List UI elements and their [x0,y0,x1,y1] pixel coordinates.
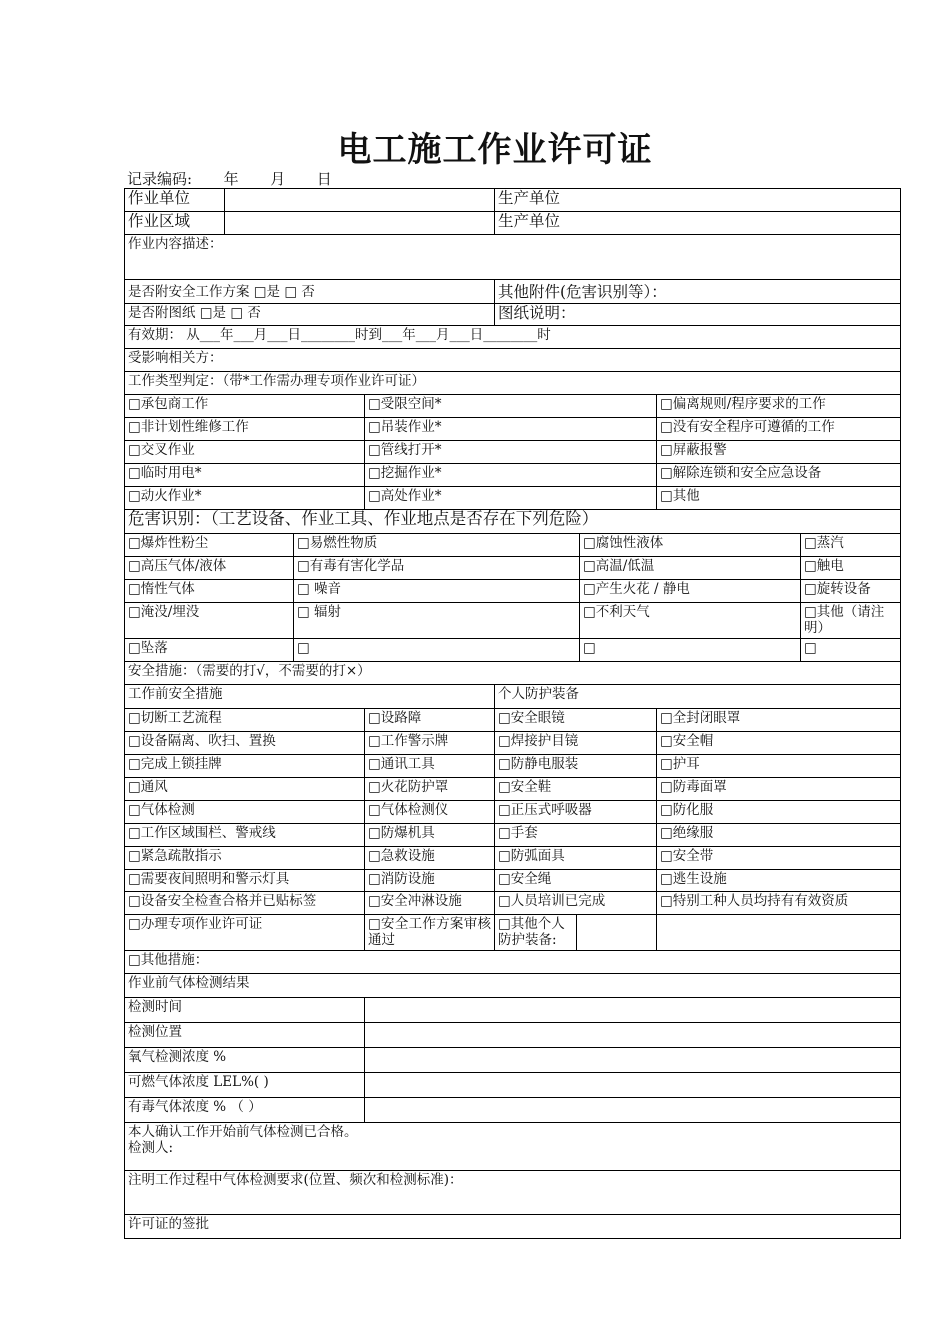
other-ppe-field[interactable] [577,915,657,951]
hazard-checkbox[interactable]: □ [294,638,580,661]
ppe-checkbox[interactable]: □手套 [495,824,657,847]
other-attachments-field[interactable]: 其他附件(危害识别等）： [495,279,901,303]
pre-work-measures-header: 工作前安全措施 [125,685,495,709]
measure-checkbox[interactable]: □工作区域围栏、警戒线 [125,824,365,847]
measure-checkbox[interactable]: □设备安全检查合格并已贴标签 [125,892,365,915]
work-type-checkbox[interactable]: □没有安全程序可遵循的工作 [657,418,901,441]
ppe-checkbox[interactable]: □防化服 [657,801,901,824]
hazard-table [124,510,901,662]
hazard-checkbox[interactable]: □ 辐射 [294,602,580,638]
hazard-checkbox[interactable]: □ 噪音 [294,579,580,602]
ppe-checkbox[interactable]: □安全带 [657,847,901,870]
ppe-checkbox[interactable]: □逃生设施 [657,870,901,892]
gas-row-label: 检测位置 [125,1022,365,1047]
permit-signature-field[interactable]: 许可证的签批 [125,1214,901,1238]
ppe-checkbox[interactable]: □特别工种人员均持有有效资质 [657,892,901,915]
gas-detection-title: 作业前气体检测结果 [125,974,901,997]
gas-detection-table [124,974,901,1239]
blank-cell [657,915,901,951]
hazard-checkbox[interactable]: □惰性气体 [125,579,294,602]
hazard-checkbox[interactable]: □产生火花 / 静电 [580,579,801,602]
ppe-checkbox[interactable]: □防毒面罩 [657,778,901,801]
work-type-checkbox[interactable]: □临时用电* [125,464,365,487]
work-type-table [124,395,901,511]
measure-checkbox[interactable]: □气体检测 [125,801,365,824]
work-type-checkbox[interactable]: □挖掘作业* [365,464,657,487]
work-content-field[interactable]: 作业内容描述： [125,235,901,279]
ppe-header: 个人防护装备 [495,685,901,709]
production-unit-label: 生产单位 [495,189,901,212]
measure-checkbox[interactable]: □火花防护罩 [365,778,495,801]
hazard-checkbox[interactable]: □ [580,638,801,661]
measure-checkbox[interactable]: □安全冲淋设施 [365,892,495,915]
gas-row-value-field[interactable] [365,1022,901,1047]
gas-inspector-label: 检测人: [128,1139,174,1156]
hazard-checkbox[interactable]: □高温/低温 [580,556,801,579]
measure-checkbox[interactable]: □紧急疏散指示 [125,847,365,870]
record-day: 日 [316,170,332,188]
hazard-checkbox[interactable]: □不利天气 [580,602,801,638]
hazard-checkbox[interactable]: □高压气体/液体 [125,556,294,579]
safety-measures-table [124,662,901,975]
gas-row-label: 氧气检测浓度 % [125,1047,365,1072]
hazard-checkbox[interactable]: □ [801,638,901,661]
production-unit-label-2: 生产单位 [495,212,901,235]
record-month: 月 [270,170,286,188]
measure-checkbox[interactable]: □设路障 [365,709,495,732]
other-ppe-checkbox[interactable]: □其他个人防护装备: [495,915,577,951]
ppe-checkbox[interactable]: □全封闭眼罩 [657,709,901,732]
hazard-checkbox[interactable]: □蒸汽 [801,533,901,556]
measure-checkbox[interactable]: □急救设施 [365,847,495,870]
measure-checkbox[interactable]: □切断工艺流程 [125,709,365,732]
work-type-checkbox[interactable]: □受限空间* [365,395,657,418]
gas-requirements-field[interactable]: 注明工作过程中气体检测要求(位置、频次和检测标准)： [125,1170,901,1214]
document-title: 电工施工作业许可证 [337,130,653,170]
gas-row-value-field[interactable] [365,1072,901,1097]
work-type-checkbox[interactable]: □高处作业* [365,487,657,510]
ppe-checkbox[interactable]: □防弧面具 [495,847,657,870]
measure-checkbox[interactable]: □气体检测仪 [365,801,495,824]
permit-form [124,188,900,1239]
safety-plan-approved-checkbox[interactable]: □安全工作方案审核通过 [365,915,495,951]
gas-confirmation-text: 本人确认工作开始前气体检测已合格。 [128,1123,358,1140]
gas-row-value-field[interactable] [365,997,901,1022]
hazard-checkbox[interactable]: □有毒有害化学品 [294,556,580,579]
validity-period-field[interactable]: 有效期： 从___年___月___日________时到___年___月___日________时 [125,325,901,348]
measure-checkbox[interactable]: □完成上锁挂牌 [125,755,365,778]
work-type-checkbox[interactable]: □解除连锁和安全应急设备 [657,464,901,487]
work-type-checkbox[interactable]: □其他 [657,487,901,510]
gas-row-value-field[interactable] [365,1097,901,1122]
hazard-title: 危害识别：（工艺设备、作业工具、作业地点是否存在下列危险） [125,510,901,533]
gas-confirmation-field[interactable] [125,1122,901,1170]
measure-checkbox[interactable]: □设备隔离、吹扫、置换 [125,732,365,755]
gas-row-label: 有毒气体浓度 % （ ） [125,1097,365,1122]
gas-row-value-field[interactable] [365,1047,901,1072]
ppe-checkbox[interactable]: □焊接护目镜 [495,732,657,755]
other-measures-field[interactable]: □其他措施： [125,951,901,974]
work-type-checkbox[interactable]: □管线打开* [365,441,657,464]
ppe-checkbox[interactable]: □安全绳 [495,870,657,892]
ppe-checkbox[interactable]: □正压式呼吸器 [495,801,657,824]
ppe-checkbox[interactable]: □人员培训已完成 [495,892,657,915]
ppe-checkbox[interactable]: □安全眼镜 [495,709,657,732]
work-type-checkbox[interactable]: □偏离规则/程序要求的工作 [657,395,901,418]
hazard-checkbox[interactable]: □旋转设备 [801,579,901,602]
hazard-checkbox[interactable]: □触电 [801,556,901,579]
measure-checkbox[interactable]: □通讯工具 [365,755,495,778]
work-type-title: 工作类型判定：（带*工作需办理专项作业许可证） [125,371,901,394]
affected-parties-field[interactable]: 受影响相关方： [125,348,901,371]
work-type-checkbox[interactable]: □承包商工作 [125,395,365,418]
hazard-checkbox[interactable]: □腐蚀性液体 [580,533,801,556]
measures-title: 安全措施：（需要的打√，不需要的打×） [125,662,901,685]
record-code-line [127,168,332,189]
ppe-checkbox[interactable]: □防静电服装 [495,755,657,778]
hazard-checkbox[interactable]: □爆炸性粉尘 [125,533,294,556]
hazard-checkbox[interactable]: □坠落 [125,638,294,661]
record-code-label: 记录编码: [127,170,193,188]
header-table [124,188,901,235]
work-type-checkbox[interactable]: □非计划性维修工作 [125,418,365,441]
work-type-checkbox[interactable]: □交叉作业 [125,441,365,464]
work-unit-field[interactable] [225,189,495,212]
record-year: 年 [223,170,239,188]
work-type-checkbox[interactable]: □屏蔽报警 [657,441,901,464]
work-type-checkbox[interactable]: □动火作业* [125,487,365,510]
measure-checkbox[interactable]: □防爆机具 [365,824,495,847]
work-type-checkbox[interactable]: □吊装作业* [365,418,657,441]
gas-row-label: 检测时间 [125,997,365,1022]
ppe-checkbox[interactable]: □护耳 [657,755,901,778]
ppe-checkbox[interactable]: □安全帽 [657,732,901,755]
general-info-table [124,235,901,395]
ppe-checkbox[interactable]: □绝缘服 [657,824,901,847]
measure-checkbox[interactable]: □需要夜间照明和警示灯具 [125,870,365,892]
safety-plan-question[interactable]: 是否附安全工作方案 □是 □ 否 [125,279,495,303]
work-unit-label: 作业单位 [125,189,225,212]
measure-checkbox[interactable]: □消防设施 [365,870,495,892]
gas-row-label: 可燃气体浓度 LEL%( ) [125,1072,365,1097]
special-permit-checkbox[interactable]: □办理专项作业许可证 [125,915,365,951]
measure-checkbox[interactable]: □工作警示牌 [365,732,495,755]
hazard-checkbox[interactable]: □易燃性物质 [294,533,580,556]
drawing-attached-question[interactable]: 是否附图纸 □是 □ 否 [125,303,495,325]
work-area-field[interactable] [225,212,495,235]
drawing-description-field[interactable]: 图纸说明： [495,303,901,325]
work-area-label: 作业区域 [125,212,225,235]
measure-checkbox[interactable]: □通风 [125,778,365,801]
hazard-checkbox[interactable]: □其他（请注明） [801,602,901,638]
hazard-checkbox[interactable]: □淹没/埋没 [125,602,294,638]
ppe-checkbox[interactable]: □安全鞋 [495,778,657,801]
